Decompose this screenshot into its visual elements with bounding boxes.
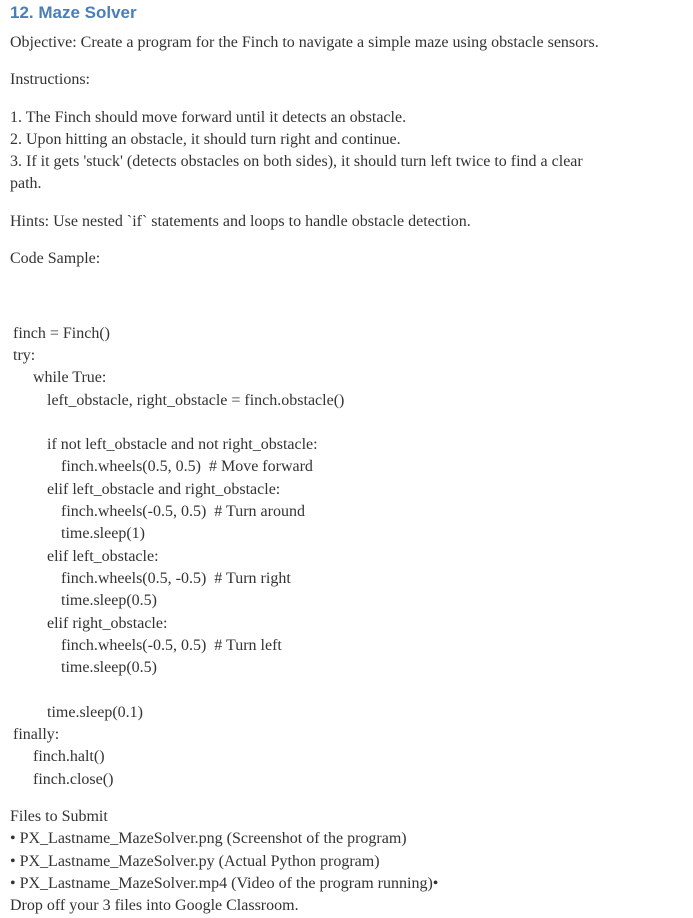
files-to-submit-label: Files to Submit	[10, 807, 108, 825]
hints-paragraph	[10, 211, 683, 233]
code-line: finch.wheels(-0.5, 0.5) # Turn left	[61, 636, 282, 654]
code-line: elif left_obstacle:	[47, 547, 159, 565]
instruction-line-3: 3. If it gets 'stuck' (detects obstacles on both sides), it should turn left twice to find a clear	[10, 153, 583, 171]
blank-line	[10, 285, 683, 307]
instructions-label-paragraph	[10, 69, 683, 91]
code-line: time.sleep(0.5)	[61, 592, 157, 610]
files-to-submit-section	[10, 806, 683, 917]
code-line: finch.wheels(0.5, -0.5) # Turn right	[61, 569, 291, 587]
code-line: finch.halt()	[33, 748, 105, 766]
code-sample-label-paragraph	[10, 248, 683, 270]
code-line: finch = Finch()	[13, 324, 110, 342]
code-line: if not left_obstacle and not right_obstacle:	[47, 436, 318, 454]
instructions-list	[10, 107, 683, 196]
objective-paragraph	[10, 32, 683, 54]
file-item-mp4: • PX_Lastname_MazeSolver.mp4 (Video of the program running)•	[10, 874, 439, 892]
instruction-line-3-wrap: path.	[10, 175, 42, 193]
code-sample-label: Code Sample:	[10, 250, 101, 268]
code-line: finch.wheels(0.5, 0.5) # Move forward	[61, 458, 313, 476]
objective-text: Objective: Create a program for the Finch to navigate a simple maze using obstacle sensors.	[10, 34, 599, 51]
page-title: 12. Maze Solver	[10, 3, 137, 22]
code-line: elif right_obstacle:	[47, 614, 168, 632]
code-line: time.sleep(0.5)	[61, 659, 157, 677]
instruction-line-1: 1. The Finch should move forward until it detects an obstacle.	[10, 108, 407, 126]
hints-text: Hints: Use nested `if` statements and loops to handle obstacle detection.	[10, 212, 471, 230]
code-line: elif left_obstacle and right_obstacle:	[47, 480, 281, 498]
file-item-py: • PX_Lastname_MazeSolver.py (Actual Python program)	[10, 852, 380, 870]
code-sample-block	[10, 323, 683, 791]
dropoff-note: Drop off your 3 files into Google Classroom.	[10, 897, 299, 915]
code-line: finch.wheels(-0.5, 0.5) # Turn around	[61, 503, 305, 521]
code-line: time.sleep(0.1)	[47, 703, 143, 721]
code-line: time.sleep(1)	[61, 525, 145, 543]
file-item-png: • PX_Lastname_MazeSolver.png (Screenshot of the program)	[10, 830, 407, 848]
spacer-paragraph	[10, 285, 683, 307]
instructions-label: Instructions:	[10, 71, 90, 89]
code-line: left_obstacle, right_obstacle = finch.obstacle()	[47, 391, 345, 409]
code-line: finch.close()	[33, 770, 114, 788]
code-line	[13, 412, 683, 434]
code-line: finally:	[13, 726, 60, 744]
code-line: while True:	[33, 369, 107, 387]
instruction-line-2: 2. Upon hitting an obstacle, it should turn right and continue.	[10, 130, 401, 148]
code-line	[13, 679, 683, 701]
code-line: try:	[13, 346, 36, 364]
